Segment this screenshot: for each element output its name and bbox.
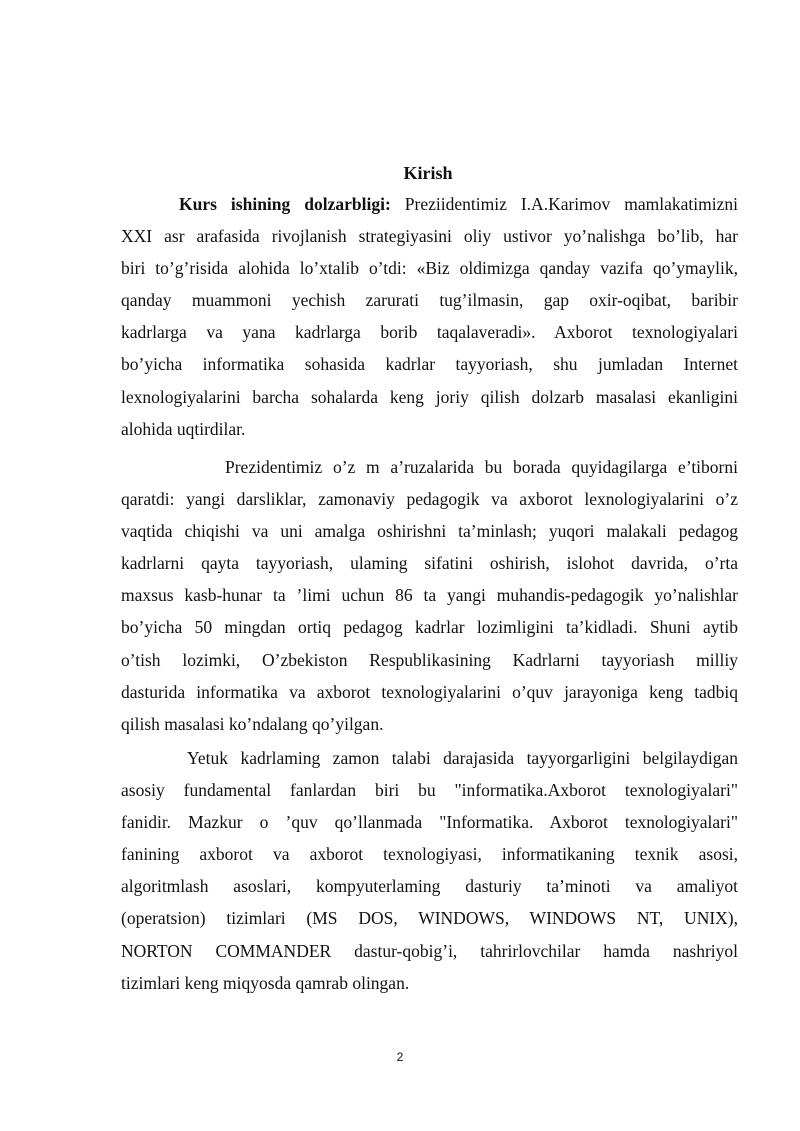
paragraph-line: biri to’g’risida alohida lo’xtalib o’tdi: «Biz oldimizga qanday vazifa qo’ymaylik, (121, 258, 738, 279)
paragraph-line: o’tish lozimki, O’zbekiston Respublikasining Kadrlarni tayyoriash milliy (121, 649, 738, 670)
paragraph-line (121, 188, 738, 220)
paragraph-line: NORTON COMMANDER dastur-qobig’i, tahrirlovchilar hamda nashriyol (121, 940, 738, 961)
paragraph-line: asosiy fundamental fanlardan biri bu "informatika.Axborot texnologiyalari" (121, 780, 738, 801)
paragraph-line: fanining axborot va axborot texnologiyasi, informatikaning texnik asosi, (121, 844, 738, 865)
paragraph-line: qilish masalasi ko’ndalang qo’yilgan. (121, 713, 384, 734)
paragraph-line: fanidir. Mazkur o ’quv qo’llanmada "Informatika. Axborot texnologiyalari" (121, 812, 738, 833)
paragraph-relevance (121, 188, 738, 445)
paragraph-line: lexnologiyalarini barcha sohalarda keng joriy qilish dolzarb masalasi ekanligini (121, 386, 738, 407)
paragraph-line: qanday muammoni yechish zarurati tug’ilmasin, gap oxir-oqibat, baribir (121, 290, 738, 311)
paragraph-line: (operatsion) tizimlari (MS DOS, WINDOWS, WINDOWS NT, UNIX), (121, 908, 738, 929)
paragraph-line: vaqtida chiqishi va uni amalga oshirishni ta’minlash; yuqori malakali pedagog (121, 521, 738, 542)
line-text: Preziidentimiz I.A.Karimov mamlakatimizni (390, 194, 738, 214)
paragraph-line: kadrlarni qayta tayyoriash, ulaming sifatini oshirish, islohot davrida, o’rta (121, 553, 738, 574)
paragraph-line: bo’yicha informatika sohasida kadrlar tayyoriash, shu jumladan Internet (121, 354, 738, 375)
paragraph-president-speech (121, 451, 738, 740)
paragraph-line: maxsus kasb-hunar ta ’limi uchun 86 ta yangi muhandis-pedagogik yo’nalishlar (121, 585, 738, 606)
paragraph-line: alohida uqtirdilar. (121, 418, 246, 439)
paragraph-line: XXI asr arafasida rivojlanish strategiyasini oliy ustivor yo’nalishga bo’lib, har (121, 226, 738, 247)
lead-phrase: Kurs ishining dolzarbligi: (179, 194, 391, 214)
paragraph-line: tizimlari keng miqyosda qamrab olingan. (121, 972, 410, 993)
paragraph-line: Yetuk kadrlaming zamon talabi darajasida tayyorgarligini belgilaydigan (187, 748, 738, 768)
paragraph-course-content (121, 742, 738, 999)
paragraph-line: bo’yicha 50 mingdan ortiq pedagog kadrlar lozimligini ta’kidladi. Shuni aytib (121, 617, 738, 638)
paragraph-line: algoritmlash asoslari, kompyuterlaming dasturiy ta’minoti va amaliyot (121, 876, 738, 897)
paragraph-line: qaratdi: yangi darsliklar, zamonaviy pedagogik va axborot lexnologiyalarini o’z (121, 489, 738, 510)
paragraph-line: Prezidentimiz o’z m a’ruzalarida bu borada quyidagilarga e’tiborni (225, 457, 738, 477)
paragraph-line: dasturida informatika va axborot texnologiyalarini o’quv jarayoniga keng tadbiq (121, 681, 738, 702)
section-heading: Kirish (403, 163, 453, 183)
paragraph-line: kadrlarga va yana kadrlarga borib taqalaveradi». Axborot texnologiyalari (121, 322, 738, 343)
page-number: 2 (396, 1050, 404, 1064)
